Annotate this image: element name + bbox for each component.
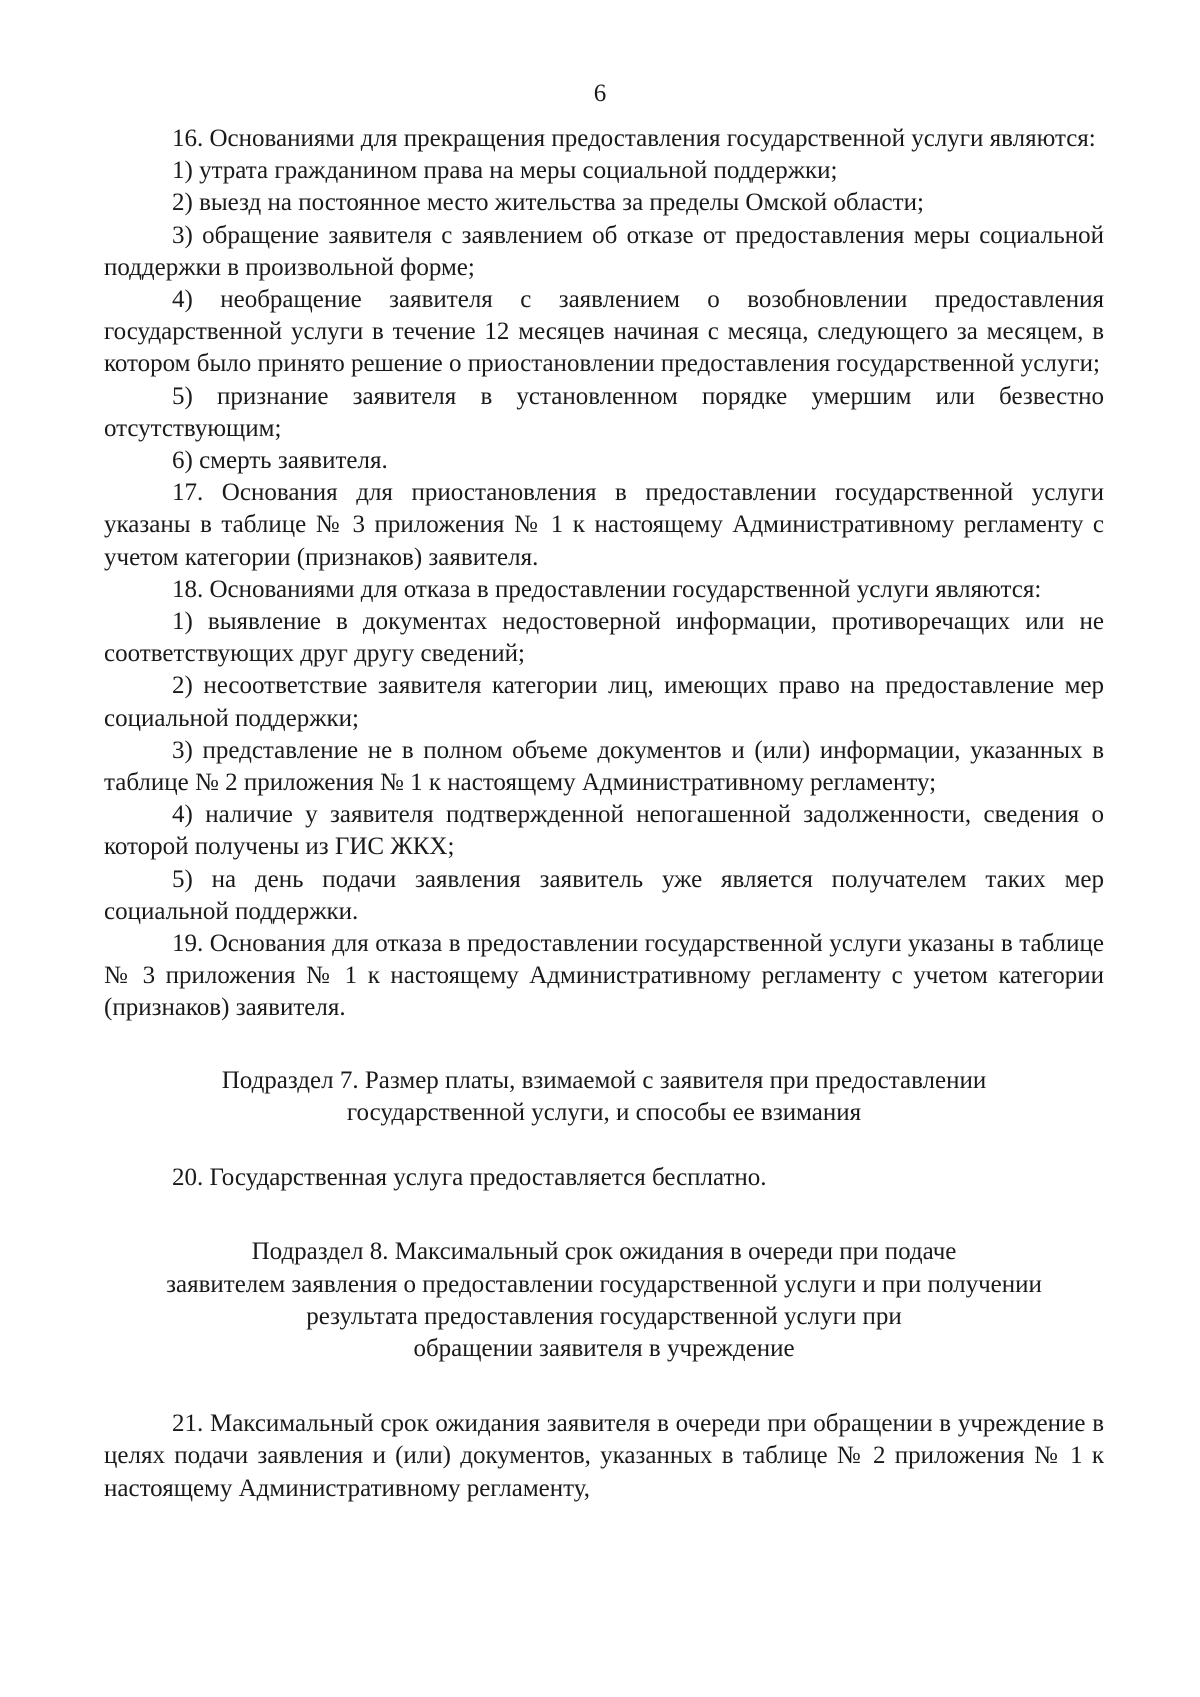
list-item-16-2: 2) выезд на постоянное место жительства за пределы Омской области; xyxy=(172,189,924,217)
paragraph-16: 16. Основаниями для прекращения предоставления государственной услуги являются: xyxy=(172,125,1096,152)
list-item-18-2: 2) несоответствие заявителя категории лиц, имеющих право на предоставление мер социальной поддержки; xyxy=(104,672,1104,732)
subsection-7-heading-line-1: Подраздел 7. Размер платы, взимаемой с заявителя при предоставлении xyxy=(221,1066,987,1094)
page-number: 6 xyxy=(593,80,607,107)
list-item-18-5: 5) на день подачи заявления заявитель уже является получателем таких мер социальной поддержки. xyxy=(104,865,1104,925)
list-item-16-5: 5) признание заявителя в установленном порядке умершим или безвестно отсутствующим; xyxy=(104,382,1104,442)
paragraph-21: 21. Максимальный срок ожидания заявителя в очереди при обращении в учреждение в целях подачи заявления и (или) документов, указанных в таблице № 2 приложения № 1 к настоящему Административному регламенту, xyxy=(104,1410,1104,1502)
subsection-8-heading-line-4: обращении заявителя в учреждение xyxy=(413,1334,795,1362)
paragraph-17: 17. Основания для приостановления в предоставлении государственной услуги указаны в таблице № 3 приложения № 1 к настоящему Административному регламенту с учетом категории (признаков) заявителя. xyxy=(104,479,1104,571)
list-item-16-3: 3) обращение заявителя с заявлением об отказе от предоставления меры социальной поддержки в произвольной форме; xyxy=(104,221,1104,281)
subsection-7-heading xyxy=(104,1065,1104,1129)
subsection-7-heading-line-2: государственной услуги, и способы ее взимания xyxy=(346,1098,862,1126)
subsection-8-heading-line-3: результата предоставления государственной услуги при xyxy=(306,1302,902,1330)
subsection-8-heading-line-1: Подраздел 8. Максимальный срок ожидания в очереди при подаче xyxy=(251,1238,957,1266)
paragraph-19: 19. Основания для отказа в предоставлении государственной услуги указаны в таблице № 3 приложения № 1 к настоящему Административному регламенту с учетом категории (признаков) заявителя. xyxy=(104,930,1104,1022)
list-item-18-3: 3) представление не в полном объеме документов и (или) информации, указанных в таблице № 2 приложения № 1 к настоящему Административному регламенту; xyxy=(104,736,1104,797)
list-item-18-1: 1) выявление в документах недостоверной информации, противоречащих или не соответствующих друг другу сведений; xyxy=(104,608,1104,668)
list-item-16-1: 1) утрата гражданином права на меры социальной поддержки; xyxy=(172,157,838,185)
list-item-18-4: 4) наличие у заявителя подтвержденной непогашенной задолженности, сведения о которой получены из ГИС ЖКХ; xyxy=(104,801,1104,861)
document-body xyxy=(104,123,1104,1505)
subsection-8-heading xyxy=(104,1236,1104,1365)
list-item-16-4: 4) необращение заявителя с заявлением о возобновлении предоставления государственной услуги в течение 12 месяцев начиная с месяца, следующего за месяцем, в котором было принято решение о приостановлении предоставления государственной услуги; xyxy=(104,286,1104,378)
subsection-8-heading-line-2: заявителем заявления о предоставлении государственной услуги и при получении xyxy=(166,1270,1042,1298)
list-item-16-6: 6) смерть заявителя. xyxy=(172,447,388,475)
paragraph-20: 20. Государственная услуга предоставляется бесплатно. xyxy=(172,1164,767,1192)
paragraph-18: 18. Основаниями для отказа в предоставлении государственной услуги являются: xyxy=(172,575,1042,603)
